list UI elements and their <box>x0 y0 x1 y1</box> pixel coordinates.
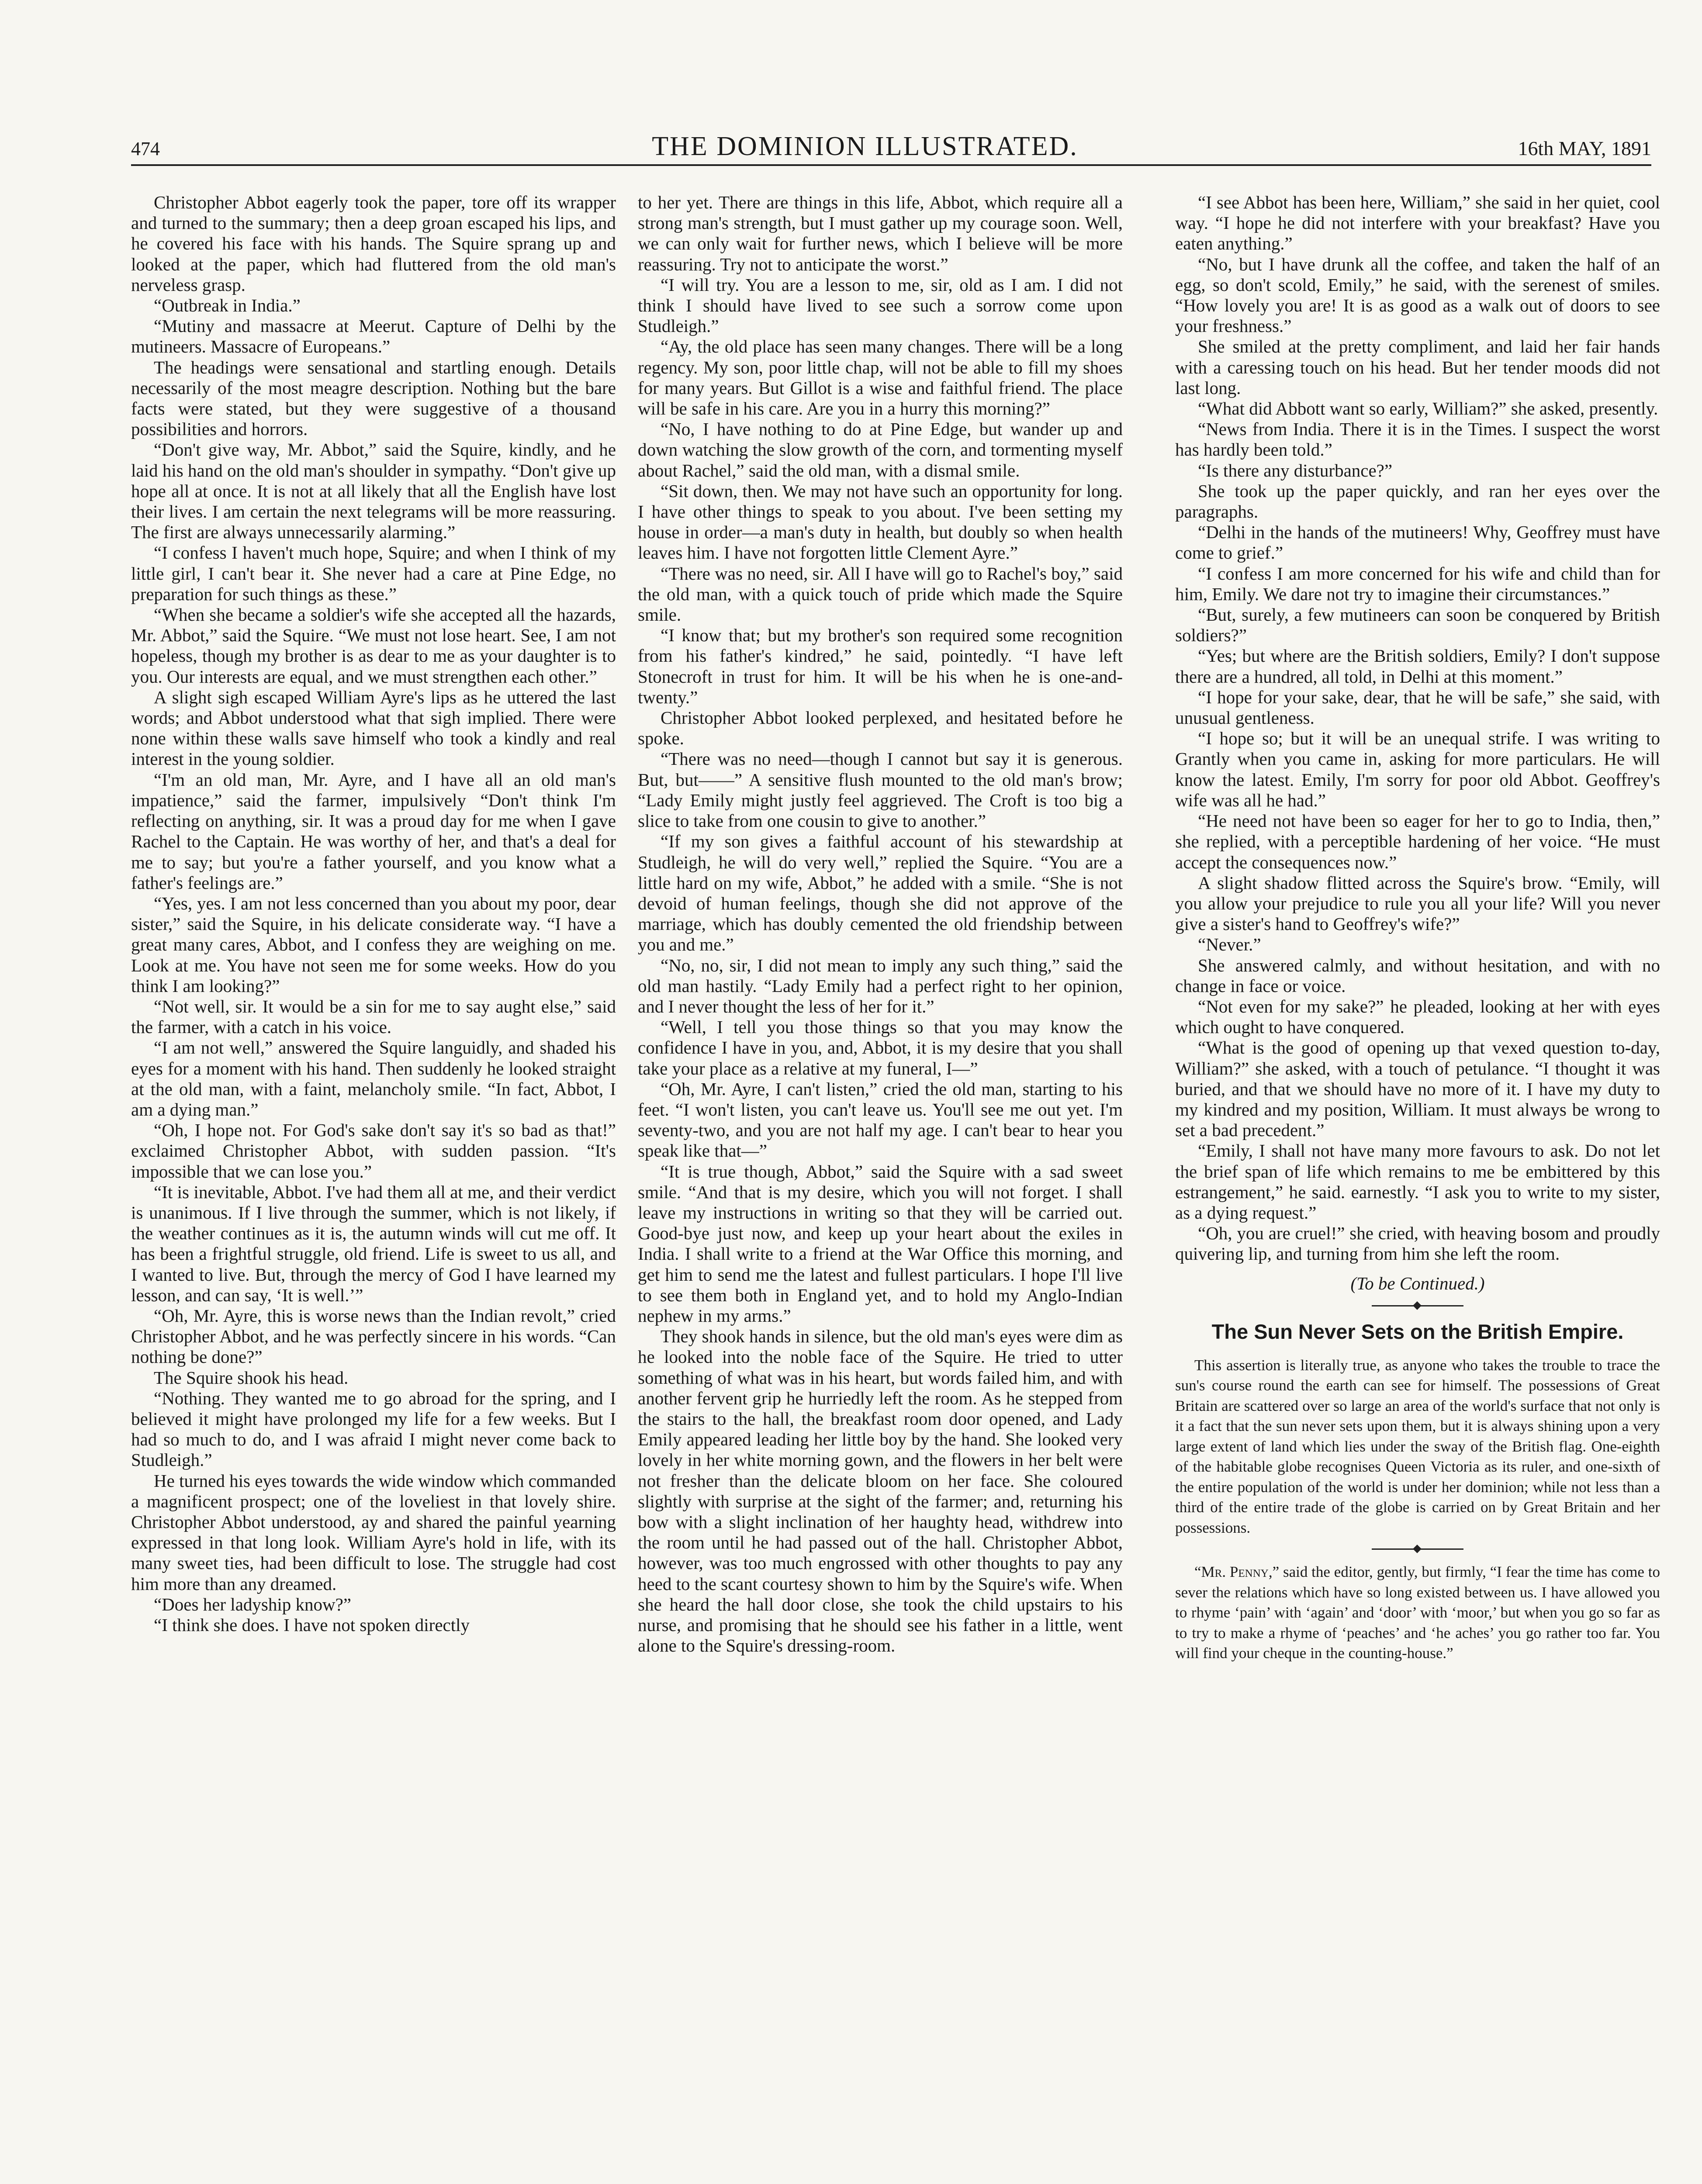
paragraph: A slight sigh escaped William Ayre's lips as he uttered the last words; and Abbot understood what that sigh implied. There were none within these walls save himself who took a kindly and real interest in the young soldier. <box>131 687 616 769</box>
paragraph: “There was no need—though I cannot but say it is generous. But, but——” A sensitive flush mounted to the old man's brow; “Lady Emily might justly feel aggrieved. The Croft is too big a slice to take from one cousin to give to another.” <box>638 749 1123 831</box>
paragraph: “News from India. There it is in the Times. I suspect the worst has hardly been told.” <box>1175 419 1660 460</box>
article-body-block <box>1175 1355 1660 1538</box>
paragraph: “Emily, I shall not have many more favours to ask. Do not let the brief span of life which remains to me be embittered by this estrangement,” he said. earnestly. “I ask you to write to my sister, as a dying request.” <box>1175 1140 1660 1223</box>
paragraph: “I confess I haven't much hope, Squire; and when I think of my little girl, I can't bear it. She never had a care at Pine Edge, no preparation for such things as these.” <box>131 543 616 604</box>
paragraph: “Oh, I hope not. For God's sake don't say it's so bad as that!” exclaimed Christopher Abbot, with sudden passion. “It's impossible that we can lose you.” <box>131 1120 616 1182</box>
paragraph: She took up the paper quickly, and ran her eyes over the paragraphs. <box>1175 480 1660 522</box>
paragraph: “I see Abbot has been here, William,” she said in her quiet, cool way. “I hope he did not interfere with your breakfast? Have you eaten anything.” <box>1175 192 1660 254</box>
paragraph: A slight shadow flitted across the Squire's brow. “Emily, will you allow your prejudice to rule you all your life? Will you never give a sister's hand to Geoffrey's wife?” <box>1175 872 1660 934</box>
paragraph: “No, I have nothing to do at Pine Edge, but wander up and down watching the slow growth of the corn, and tormenting myself about Rachel,” said the old man, with a dismal smile. <box>638 419 1123 480</box>
paragraph: “He need not have been so eager for her to go to India, then,” she replied, with a perceptible hardening of her voice. “He must accept the consequences now.” <box>1175 811 1660 872</box>
paragraph: “Nothing. They wanted me to go abroad for the spring, and I believed it might have prolonged my life for a few weeks. But I had so much to do, and I was afraid I might never come back to Studleigh.” <box>131 1388 616 1470</box>
anecdote-body: said the editor, gently, but firmly, “I fear the time has come to sever the relations which have so long existed between us. I have allowed you to rhyme ‘pain’ with ‘again’ and ‘door’ with ‘moor,’ but when you go so far as to try to make a rhyme of ‘peaches’ and ‘he aches’ you go rather too far. You will find your cheque in the counting-house.” <box>1175 1563 1660 1662</box>
paragraph: “Delhi in the hands of the mutineers! Why, Geoffrey must have come to grief.” <box>1175 522 1660 563</box>
paragraph: to her yet. There are things in this life, Abbot, which require all a strong man's strength, but I must gather up my courage soon. Well, we can only wait for further news, which I believe will be more reassuring. Try not to anticipate the worst.” <box>638 192 1123 274</box>
paragraph: “Never.” <box>1198 934 1261 955</box>
paragraph: “What did Abbott want so early, William?” she asked, presently. <box>1198 398 1658 419</box>
paragraph: “Not well, sir. It would be a sin for me to say aught else,” said the farmer, with a catch in his voice. <box>131 996 616 1037</box>
paragraph: “But, surely, a few mutineers can soon be conquered by British soldiers?” <box>1175 605 1660 646</box>
paragraph: “I confess I am more concerned for his wife and child than for him, Emily. We dare not try to imagine their circumstances.” <box>1175 563 1660 604</box>
paragraph: “Yes, yes. I am not less concerned than you about my poor, dear sister,” said the Squire, in his delicate considerate way. “I have a great many cares, Abbot, and I confess they are weighing on me. Look at me. You have not seen me for some weeks. How do you think I am looking?” <box>131 893 616 996</box>
paragraph: “Ay, the old place has seen many changes. There will be a long regency. My son, poor little chap, will not be able to fill my shoes for many years. But Gillot is a wise and faithful friend. The place will be safe in his care. Are you in a hurry this morning?” <box>638 336 1123 419</box>
anecdote-paragraph <box>1175 1562 1660 1664</box>
paragraph: “I am not well,” answered the Squire languidly, and shaded his eyes for a moment with his hand. Then suddenly he looked straight at the old man, with a faint, melancholy smile. “In fact, Abbot, I am a dying man.” <box>131 1037 616 1120</box>
paragraph: “Outbreak in India.” <box>154 295 301 316</box>
paragraph: “Does her ladyship know?” <box>154 1594 352 1614</box>
section-divider-2 <box>1372 1548 1463 1550</box>
paragraph: “Mutiny and massacre at Meerut. Capture of Delhi by the mutineers. Massacre of Europeans.” <box>131 316 616 357</box>
paragraph: “It is inevitable, Abbot. I've had them all at me, and their verdict is unanimous. If I live through the summer, which is not likely, if the weather continues as it is, the autumn winds will cut me off. It has been a frightful struggle, old friend. Life is sweet to us all, and I wanted to live. But, through the mercy of God I have learned my lesson, and can say, ‘It is well.’” <box>131 1182 616 1305</box>
paragraph: “There was no need, sir. All I have will go to Rachel's boy,” said the old man, with a quick touch of pride which made the Squire smile. <box>638 563 1123 625</box>
anecdote-lead: “Mr. Penny,” <box>1194 1563 1280 1581</box>
paragraph: He turned his eyes towards the wide window which commanded a magnificent prospect; one of the loveliest in that lovely shire. Christopher Abbot understood, ay and shared the painful yearning expressed in that long look. William Ayre's hold in life, with its many sweet ties, had been difficult to lose. The struggle had cost him more than any dreamed. <box>131 1470 616 1594</box>
paragraph: “What is the good of opening up that vexed question to-day, William?” she asked, with a touch of petulance. “I thought it was buried, and that we should have no more of it. I have my duty to my kindred and my position, William. It must always be wrong to set a bad precedent.” <box>1175 1037 1660 1140</box>
issue-date: 16th MAY, 1891 <box>1518 137 1651 159</box>
section-divider <box>1372 1305 1463 1306</box>
column-3 <box>1175 192 1660 1664</box>
column-3-story <box>1175 192 1660 1265</box>
paragraph: “It is true though, Abbot,” said the Squire with a sad sweet smile. “And that is my desire, which you will not forget. I shall leave my instructions in writing so that they will be carried out. Good-bye just now, and keep up your heart about the exiles in India. I shall write to a friend at the War Office this morning, and get him to send me the latest and fullest particulars. I hope I'll live to see them both in England yet, and to hold my Anglo-Indian nephew in my arms.” <box>638 1161 1123 1326</box>
column-1 <box>131 192 616 1635</box>
paragraph: “No, no, sir, I did not mean to imply any such thing,” said the old man hastily. “Lady Emily had a perfect right to her opinion, and I never thought the less of her for it.” <box>638 955 1123 1016</box>
paragraph: “When she became a soldier's wife she accepted all the hazards, Mr. Abbot,” said the Squire. “We must not lose heart. See, I am not hopeless, though my brother is as dear to me as your daughter is to you. Our interests are equal, and we must strengthen each other.” <box>131 605 616 687</box>
paragraph: The headings were sensational and startling enough. Details necessarily of the most meagre description. Nothing but the bare facts were stated, but they were suggestive of a thousand possibilities and horrors. <box>131 357 616 439</box>
paragraph: The Squire shook his head. <box>154 1367 349 1388</box>
paragraph: “I know that; but my brother's son required some recognition from his father's kindred,” he said, pointedly. “I have left Stonecroft in trust for him. It will be his when he is one-and-twenty.” <box>638 625 1123 707</box>
publication-title: THE DOMINION ILLUSTRATED. <box>652 131 1078 161</box>
paragraph: “Oh, Mr. Ayre, this is worse news than the Indian revolt,” cried Christopher Abbot, and he was perfectly sincere in his words. “Can nothing be done?” <box>131 1305 616 1367</box>
paragraph: “Oh, Mr. Ayre, I can't listen,” cried the old man, starting to his feet. “I won't listen, you can't leave us. You'll see me out yet. I'm seventy-two, and you are not half my age. I can't bear to hear you speak like that—” <box>638 1078 1123 1161</box>
anecdote-block <box>1175 1562 1660 1664</box>
paragraph: Christopher Abbot looked perplexed, and hesitated before he spoke. <box>638 708 1123 749</box>
paragraph: “Don't give way, Mr. Abbot,” said the Squire, kindly, and he laid his hand on the old man's shoulder in sympathy. “Don't give up hope all at once. It is not at all likely that all the English have lost their lives. I am certain the next telegrams will be more reassuring. The first are always unnecessarily alarming.” <box>131 439 616 543</box>
paragraph: “I hope so; but it will be an unequal strife. I was writing to Grantly when you came in, asking for more particulars. He will know the latest. Emily, I'm sorry for poor old Abbot. Geoffrey's wife was all he had.” <box>1175 728 1660 810</box>
article-body: This assertion is literally true, as anyone who takes the trouble to trace the sun's course round the earth can see for himself. The possessions of Great Britain are scattered over so large an area of the world's surface that not only is it a fact that the sun never sets upon them, but it is always shining upon a very large extent of land which lies under the sway of the British flag. One-eighth of the habitable globe recognises Queen Victoria as its ruler, and one-sixth of the entire population of the world is under her dominion; while not less than a third of the entire trade of the globe is carried on by Great Britain and her possessions. <box>1175 1356 1660 1536</box>
article-title: The Sun Never Sets on the British Empire. <box>1211 1320 1624 1343</box>
paragraph: They shook hands in silence, but the old man's eyes were dim as he looked into the noble face of the Squire. He tried to utter something of what was in his heart, but words failed him, and with another fervent grip he hurriedly left the room. As he stepped from the stairs to the hall, the breakfast room door opened, and Lady Emily appeared leading her little boy by the hand. She looked very lovely in her white morning gown, and the flowers in her belt were not fresher than the delicate bloom on her face. She coloured slightly with surprise at the sight of the farmer; and, returning his bow with a slight inclination of her haughty head, withdrew into the room until he had passed out of the hall. Christopher Abbot, however, was too much engrossed with other thoughts to pay any heed to the scant courtesy shown to him by the Squire's wife. When she heard the hall door close, she took the child upstairs to his nurse, and promising that he should see his father in a little, went alone to the Squire's dressing-room. <box>638 1326 1123 1656</box>
to-be-continued: (To be Continued.) <box>1350 1273 1485 1293</box>
paragraph: “I think she does. I have not spoken directly <box>154 1615 470 1635</box>
paragraph: “Yes; but where are the British soldiers, Emily? I don't suppose there are a hundred, all told, in Delhi at this moment.” <box>1175 646 1660 687</box>
paragraph: “Well, I tell you those things so that you may know the confidence I have in you, and, Abbot, it is my desire that you shall take your place as a relative at my funeral, I—” <box>638 1017 1123 1078</box>
paragraph: Christopher Abbot eagerly took the paper, tore off its wrapper and turned to the summary; then a deep groan escaped his lips, and he covered his face with his hands. The Squire sprang up and looked at the paper, which had fluttered from the old man's nerveless grasp. <box>131 192 616 295</box>
header-rule <box>131 164 1651 166</box>
paragraph: “Sit down, then. We may not have such an opportunity for long. I have other things to speak to you about. I've been setting my house in order—a man's duty in health, but doubly so when health leaves him. I have not forgotten little Clement Ayre.” <box>638 480 1123 563</box>
paragraph: “If my son gives a faithful account of his stewardship at Studleigh, he will do very well,” replied the Squire. “You are a little hard on my wife, Abbot,” he added with a smile. “She is not devoid of human feelings, though she did not approve of the marriage, which has doubly cemented the old friendship between you and me.” <box>638 831 1123 955</box>
paragraph: “I will try. You are a lesson to me, sir, old as I am. I did not think I should have lived to see such a sorrow come upon Studleigh.” <box>638 274 1123 336</box>
paragraph: “Oh, you are cruel!” she cried, with heaving bosom and proudly quivering lip, and turning from him she left the room. <box>1175 1223 1660 1264</box>
paragraph: “I'm an old man, Mr. Ayre, and I have all an old man's impatience,” said the farmer, impulsively “Don't think I'm reflecting on anything, sir. It was a proud day for me when I gave Rachel to the Captain. He was worthy of her, and that's a deal for me to say; but you're a father yourself, and you know what a father's feelings are.” <box>131 769 616 893</box>
paragraph: She answered calmly, and without hesitation, and with no change in face or voice. <box>1175 955 1660 996</box>
paragraph: “I hope for your sake, dear, that he will be safe,” she said, with unusual gentleness. <box>1175 687 1660 728</box>
paragraph: “No, but I have drunk all the coffee, and taken the half of an egg, so don't scold, Emily,” he said, with the serenest of smiles. “How lovely you are! It is as good as a walk out of doors to see your freshness.” <box>1175 254 1660 336</box>
column-2 <box>638 192 1123 1656</box>
paragraph: She smiled at the pretty compliment, and laid her fair hands with a caressing touch on his head. But her tender moods did not last long. <box>1175 336 1660 398</box>
paragraph: “Not even for my sake?” he pleaded, looking at her with eyes which ought to have conquered. <box>1175 996 1660 1037</box>
page-header <box>131 131 1651 179</box>
page-number: 474 <box>131 138 160 159</box>
paragraph: “Is there any disturbance?” <box>1198 460 1393 480</box>
